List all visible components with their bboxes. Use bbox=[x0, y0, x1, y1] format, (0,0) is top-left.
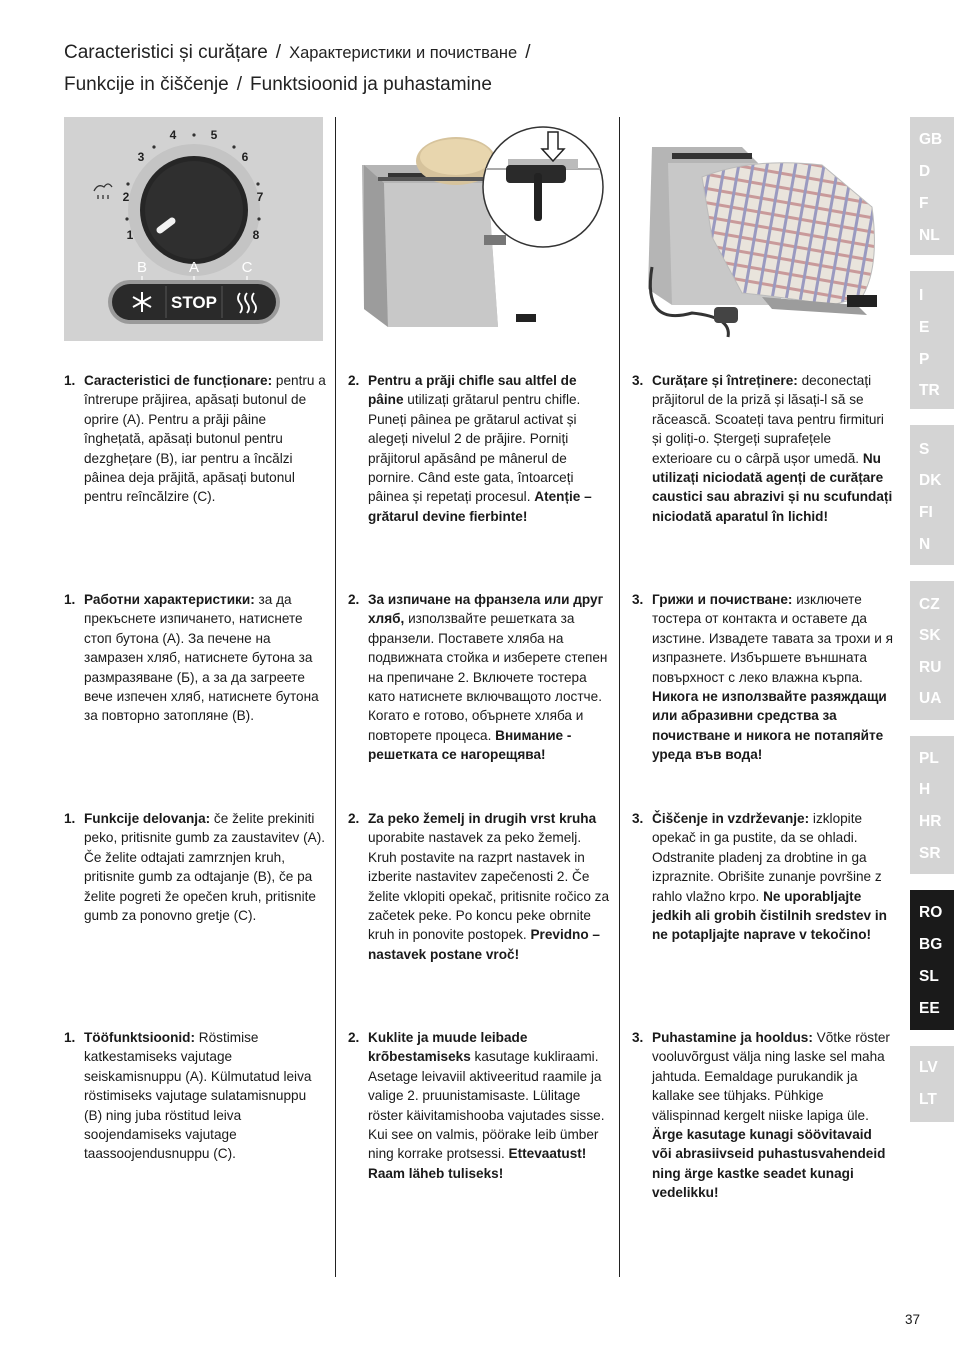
step-ee-1 bbox=[64, 1028, 326, 1162]
language-code: DK bbox=[919, 472, 942, 489]
language-tab-group-4[interactable] bbox=[910, 581, 954, 720]
step-text bbox=[368, 809, 610, 964]
dial-number-4: 4 bbox=[169, 128, 177, 142]
label-c: C bbox=[241, 259, 253, 276]
step-body: deconectați prăjitorul de la priză și lăsați-l să se răcească. Scoateți tava pentru firmituri și goliți-o. Ștergeți suprafețele exterioare cu o cârpă ușor umedă. bbox=[652, 373, 884, 466]
language-code: RU bbox=[919, 659, 942, 676]
figure-toaster-bun-rack bbox=[348, 117, 606, 341]
step-body: използвайте решетката за франзели. Поставете хляба на подвижната стойка и изберете степен на препичане 2. Включете тостера като натиснете включващото лостче. Когато е готово, обърнете хляба и повторете процеса. bbox=[368, 611, 608, 743]
step-number: 2. bbox=[348, 811, 360, 826]
step-warning: Ettevaatust! Raam läheb tuliseks! bbox=[368, 1146, 587, 1181]
step-bg-3 bbox=[632, 590, 894, 770]
step-text bbox=[84, 371, 326, 507]
step-bg-1 bbox=[64, 590, 326, 730]
step-body: izklopite opekač in ga pustite, da se ohladi. Odstranite pladenj za drobtine in ga izpraznite. Obrišite zunanje površine z rahlo vlažno krpo. bbox=[652, 811, 882, 904]
title-ro: Caracteristici și curățare bbox=[64, 42, 268, 63]
page-title-line-1 bbox=[64, 42, 538, 64]
step-number: 2. bbox=[348, 1030, 360, 1045]
step-body: kasutage kukliraami. Asetage leivaviil aktiveeritud raamile ja valige 2. pruunistamisaste. Lülitage röster käivitamishooba vajutades sisse. Kui see on valmis, pöörake leib ümber ning korrake protsessi. bbox=[368, 1049, 605, 1162]
language-code: E bbox=[919, 319, 930, 336]
language-code: LV bbox=[919, 1059, 938, 1076]
language-code: CZ bbox=[919, 596, 940, 613]
step-number: 3. bbox=[632, 811, 644, 826]
language-code: TR bbox=[919, 382, 940, 399]
step-body: Röstimise katkestamiseks vajutage seiskamisnuppu (A). Külmutatud leiva röstimiseks vajutage sulatamisnuppu (B) ning juba röstitud leiva soojendamiseks vajutage taassoojendusnuppu (C). bbox=[84, 1030, 312, 1162]
language-code: LT bbox=[919, 1091, 937, 1108]
step-ee-2 bbox=[348, 1028, 610, 1188]
language-tab-group-7[interactable] bbox=[910, 1046, 954, 1122]
step-body: pentru a întrerupe prăjirea, apăsați butonul de oprire (A). Pentru a prăji pâine înghețată, apăsați butonul pentru dezghețare (B), iar pentru a încălzi pâinea deja prăjită, apăsați butonul pentru reîncălzire (C). bbox=[84, 373, 326, 505]
step-text bbox=[84, 809, 326, 925]
step-number: 1. bbox=[64, 811, 76, 826]
language-code: S bbox=[919, 441, 930, 458]
dial-number-6: 6 bbox=[241, 150, 249, 164]
dial-number-1: 1 bbox=[126, 228, 134, 242]
dial-number-3: 3 bbox=[137, 150, 145, 164]
title-separator: / bbox=[525, 42, 531, 63]
step-text bbox=[652, 371, 894, 526]
language-tab-group-5[interactable] bbox=[910, 736, 954, 874]
step-body: за да прекъснете изпичането, натиснете стоп бутона (A). За печене на замразен хляб, натиснете бутона за размразяване (Б), а за да загреете вече изпечен хляб, натиснете бутона за повторно затопляне (В). bbox=[84, 592, 319, 724]
step-heading: Za peko žemelj in drugih vrst kruha bbox=[368, 811, 597, 826]
language-tab-group-active[interactable] bbox=[910, 890, 954, 1030]
step-text bbox=[652, 590, 894, 765]
language-code: BG bbox=[919, 936, 943, 953]
page-title-line-2 bbox=[64, 74, 492, 96]
step-warning: Внимание - решетката се нагорещява! bbox=[368, 727, 572, 763]
step-sl-1 bbox=[64, 809, 326, 949]
step-sl-3 bbox=[632, 809, 894, 969]
step-body: utilizați grătarul pentru chifle. Puneți pâinea pe grătarul activat și alegeți nivelul 2 de prăjire. Porniți prăjitorul apăsând pe mânerul de pornire. Când este gata, întoarceți pâinea și repetați procesul. bbox=[368, 392, 581, 505]
step-number: 1. bbox=[64, 1030, 76, 1045]
dial-number-2: 2 bbox=[122, 190, 130, 204]
dial-number-7: 7 bbox=[256, 190, 264, 204]
language-code: EE bbox=[919, 1000, 940, 1017]
step-text bbox=[652, 1028, 894, 1203]
title-bg: Характеристики и почистване bbox=[289, 44, 518, 62]
figure-control-panel bbox=[64, 117, 323, 341]
figure-toaster-cleaning bbox=[632, 117, 890, 341]
language-code: H bbox=[919, 781, 931, 798]
language-tab-group-3[interactable] bbox=[910, 425, 954, 565]
step-heading: Tööfunktsioonid: bbox=[84, 1030, 195, 1045]
dial-number-8: 8 bbox=[252, 228, 260, 242]
language-code: F bbox=[919, 195, 929, 212]
language-code: SR bbox=[919, 845, 941, 862]
step-body: Võtke röster vooluvõrgust välja ning laske sel maha jahtuda. Eemaldage purukandik ja kallake see tühjaks. Pühkige välispinnad kergelt niiske lapiga üle. bbox=[652, 1030, 890, 1123]
label-b: B bbox=[136, 259, 148, 276]
step-body: изключете тостера от контакта и оставете да изстине. Извадете тавата за трохи и я изпразнете. Избършете външната повърхност с леко влажна кърпа. bbox=[652, 592, 894, 685]
step-number: 3. bbox=[632, 373, 644, 388]
step-heading: Работни характеристики: bbox=[84, 592, 255, 607]
step-text bbox=[652, 809, 894, 945]
step-warning: Previdno – nastavek postane vroč! bbox=[368, 927, 600, 962]
language-code: SL bbox=[919, 968, 939, 985]
title-separator: / bbox=[236, 74, 243, 95]
step-text bbox=[368, 1028, 610, 1183]
language-code: HR bbox=[919, 813, 942, 830]
step-heading: За изпичане на франзела или друг хляб, bbox=[368, 592, 604, 627]
step-text bbox=[84, 1028, 326, 1164]
step-ro-2 bbox=[348, 371, 610, 531]
step-ro-1 bbox=[64, 371, 326, 511]
language-code: UA bbox=[919, 690, 942, 707]
language-code: I bbox=[919, 287, 924, 304]
language-code: NL bbox=[919, 227, 940, 244]
step-number: 2. bbox=[348, 373, 360, 388]
page-number: 37 bbox=[905, 1312, 921, 1327]
language-tab-group-1[interactable] bbox=[910, 117, 954, 255]
language-code: FI bbox=[919, 504, 933, 521]
step-text bbox=[368, 590, 610, 765]
step-warning: Никога не използвайте разяждащи или абразивни средства за почистване и никога не потапяйте уреда във вода! bbox=[652, 689, 887, 763]
dial-number-5: 5 bbox=[210, 128, 218, 142]
language-code: SK bbox=[919, 627, 941, 644]
step-heading: Грижи и почистване: bbox=[652, 592, 793, 607]
step-warning: Atenție – grătarul devine fierbinte! bbox=[368, 489, 592, 524]
step-number: 3. bbox=[632, 1030, 644, 1045]
column-divider bbox=[335, 117, 336, 1277]
language-tab-group-2[interactable] bbox=[910, 271, 954, 409]
step-number: 1. bbox=[64, 592, 76, 607]
language-code: PL bbox=[919, 750, 939, 767]
step-number: 1. bbox=[64, 373, 76, 388]
title-separator: / bbox=[275, 42, 282, 63]
language-code: D bbox=[919, 163, 931, 180]
step-heading: Caracteristici de funcționare: bbox=[84, 373, 273, 388]
step-sl-2 bbox=[348, 809, 610, 989]
language-code: N bbox=[919, 536, 931, 553]
step-body: če želite prekiniti peko, pritisnite gumb za zaustavitev (A). Če želite odtajati zamrznjen kruh, pritisnite gumb za odtajanje (B), če pa želite pogreti že opečen kruh, pritisnite gumb za ponovno gretje (C). bbox=[84, 811, 326, 924]
step-heading: Curățare și întreținere: bbox=[652, 373, 798, 388]
step-warning: Ne uporabljajte jedkih ali grobih čistilnih sredstev in ne potapljajte naprave v tekočino! bbox=[652, 888, 887, 943]
step-number: 2. bbox=[348, 592, 360, 607]
language-code: RO bbox=[919, 904, 943, 921]
step-heading: Pentru a prăji chifle sau altfel de pâine bbox=[368, 373, 577, 408]
step-text bbox=[368, 371, 610, 526]
title-sl: Funkcije in čiščenje bbox=[64, 74, 229, 95]
step-ro-3 bbox=[632, 371, 894, 551]
step-ee-3 bbox=[632, 1028, 894, 1208]
label-a: A bbox=[188, 259, 200, 276]
step-heading: Čiščenje in vzdrževanje: bbox=[652, 811, 810, 826]
step-body: uporabite nastavek za peko žemelj. Kruh postavite na razprt nastavek in izberite nastavitev zapečenosti 2. Če želite vklopiti opekač, pritisnite ročico za začetek peke. Po koncu peke obrnite kruh in ponovite postopek. bbox=[368, 830, 610, 943]
step-bg-2 bbox=[348, 590, 610, 790]
step-heading: Funkcije delovanja: bbox=[84, 811, 211, 826]
step-warning: Ärge kasutage kunagi söövitavaid või abrasiivseid puhastusvahendeid ning ärge kastke seadet kunagi vedelikku! bbox=[652, 1127, 886, 1201]
language-code: P bbox=[919, 351, 930, 368]
stop-button-label: STOP bbox=[171, 293, 217, 312]
column-divider bbox=[619, 117, 620, 1277]
language-code: GB bbox=[919, 131, 943, 148]
step-number: 3. bbox=[632, 592, 644, 607]
step-warning: Nu utilizați niciodată agenți de curățare caustici sau abrazivi și nu scufundați niciodată aparatul în lichid! bbox=[652, 450, 893, 524]
step-text bbox=[84, 590, 326, 726]
step-heading: Kuklite ja muude leibade krõbestamiseks bbox=[368, 1030, 528, 1065]
step-heading: Puhastamine ja hooldus: bbox=[652, 1030, 813, 1045]
title-ee: Funktsioonid ja puhastamine bbox=[250, 74, 492, 95]
